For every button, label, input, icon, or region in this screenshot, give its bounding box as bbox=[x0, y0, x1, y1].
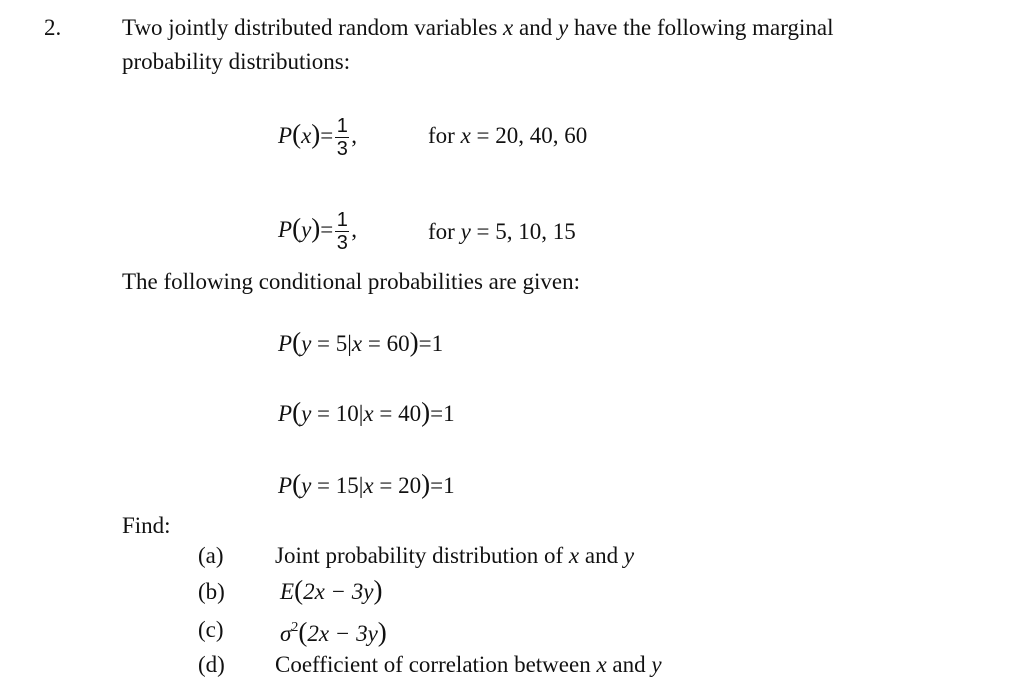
conditional-3: P(y = 15|x = 20)=1 bbox=[278, 469, 455, 499]
marginal-x-for-eq: = bbox=[476, 123, 490, 148]
intro-and: and bbox=[519, 15, 553, 40]
conditional-2-x: 40 bbox=[398, 401, 422, 426]
problem-number: 2. bbox=[44, 15, 62, 40]
marginal-y-numerator: 1 bbox=[336, 209, 348, 231]
marginal-y-values: 5, 10, 15 bbox=[495, 219, 576, 244]
part-d-var-x: x bbox=[596, 652, 607, 677]
part-a-and: and bbox=[584, 543, 619, 568]
conditional-1-result: 1 bbox=[431, 331, 444, 356]
part-c-exponent: 2 bbox=[291, 620, 299, 635]
conditional-3-y: 15 bbox=[335, 473, 359, 498]
part-a-text-main: Joint probability distribution of bbox=[275, 543, 564, 568]
part-d-and: and bbox=[612, 652, 646, 677]
part-d-label: (d) bbox=[198, 652, 225, 677]
marginal-y-for-eq: = bbox=[476, 219, 490, 244]
marginal-y-func: P bbox=[278, 216, 293, 242]
conditional-1-y: 5 bbox=[335, 331, 348, 356]
intro-line-2: probability distributions: bbox=[122, 49, 351, 74]
marginal-x-numerator: 1 bbox=[336, 115, 348, 137]
marginal-y-fraction bbox=[335, 210, 349, 253]
conditional-3-x: 20 bbox=[398, 473, 422, 498]
find-label: Find: bbox=[122, 513, 171, 538]
conditional-1: P(y = 5|x = 60)=1 bbox=[278, 327, 444, 357]
part-a-var-x: x bbox=[568, 543, 580, 568]
part-d-text bbox=[275, 651, 662, 679]
part-d-var-y: y bbox=[651, 652, 662, 677]
marginal-x-for: for bbox=[428, 123, 455, 148]
marginal-y-for: for bbox=[428, 219, 455, 244]
part-c-sigma: σ bbox=[280, 621, 292, 646]
conditional-3-result: 1 bbox=[443, 473, 455, 498]
intro-var-x: x bbox=[503, 15, 514, 40]
intro-var-y: y bbox=[557, 15, 569, 40]
marginal-x-equals: = bbox=[320, 122, 334, 148]
intro-text-a: Two jointly distributed random variables bbox=[122, 15, 498, 40]
marginal-x-func: P bbox=[278, 122, 293, 148]
marginal-y-formula: P(y)= $\frac{1}{3}$ , bbox=[278, 209, 358, 254]
marginal-y-var: y bbox=[301, 216, 312, 242]
marginal-y-for-var: y bbox=[460, 219, 471, 244]
part-b-expression: E(2x − 3y) bbox=[280, 575, 383, 605]
marginal-y-denominator: 3 bbox=[336, 232, 348, 254]
part-c-expression: $\sigma^2(2x - 3y)$ bbox=[280, 617, 387, 647]
marginal-x-values: 20, 40, 60 bbox=[495, 123, 588, 148]
part-d-text-main: Coefficient of correlation between bbox=[275, 652, 591, 677]
part-c-label: (c) bbox=[198, 617, 224, 642]
part-b-func: E bbox=[280, 579, 295, 604]
conditional-1-x: 60 bbox=[386, 331, 410, 356]
part-b-expr: 2x − 3y bbox=[303, 579, 374, 604]
part-b-label: (b) bbox=[198, 579, 225, 604]
marginal-x-denominator: 3 bbox=[336, 138, 348, 160]
marginal-x-var: x bbox=[301, 122, 312, 148]
marginal-y-equals: = bbox=[320, 216, 334, 242]
marginal-y-comma: , bbox=[351, 216, 358, 242]
conditional-2-result: 1 bbox=[443, 401, 455, 426]
marginal-y-condition bbox=[428, 218, 576, 246]
intro-line-1 bbox=[122, 14, 833, 42]
part-a-label: (a) bbox=[198, 543, 224, 568]
conditional-2-y: 10 bbox=[335, 401, 359, 426]
conditional-intro: The following conditional probabilities are given: bbox=[122, 269, 580, 294]
marginal-x-fraction bbox=[335, 116, 349, 159]
marginal-x-comma: , bbox=[351, 122, 358, 148]
part-a-var-y: y bbox=[623, 543, 635, 568]
marginal-x-for-var: x bbox=[460, 123, 471, 148]
part-c-expr: 2x − 3y bbox=[307, 621, 378, 646]
marginal-x-condition bbox=[428, 122, 587, 150]
intro-text-b: have the following marginal bbox=[573, 15, 834, 40]
conditional-2: P(y = 10|x = 40)=1 bbox=[278, 397, 455, 427]
marginal-x-formula: P(x)= $\frac{1}{3}$ , bbox=[278, 115, 358, 160]
part-a-text bbox=[275, 542, 634, 570]
